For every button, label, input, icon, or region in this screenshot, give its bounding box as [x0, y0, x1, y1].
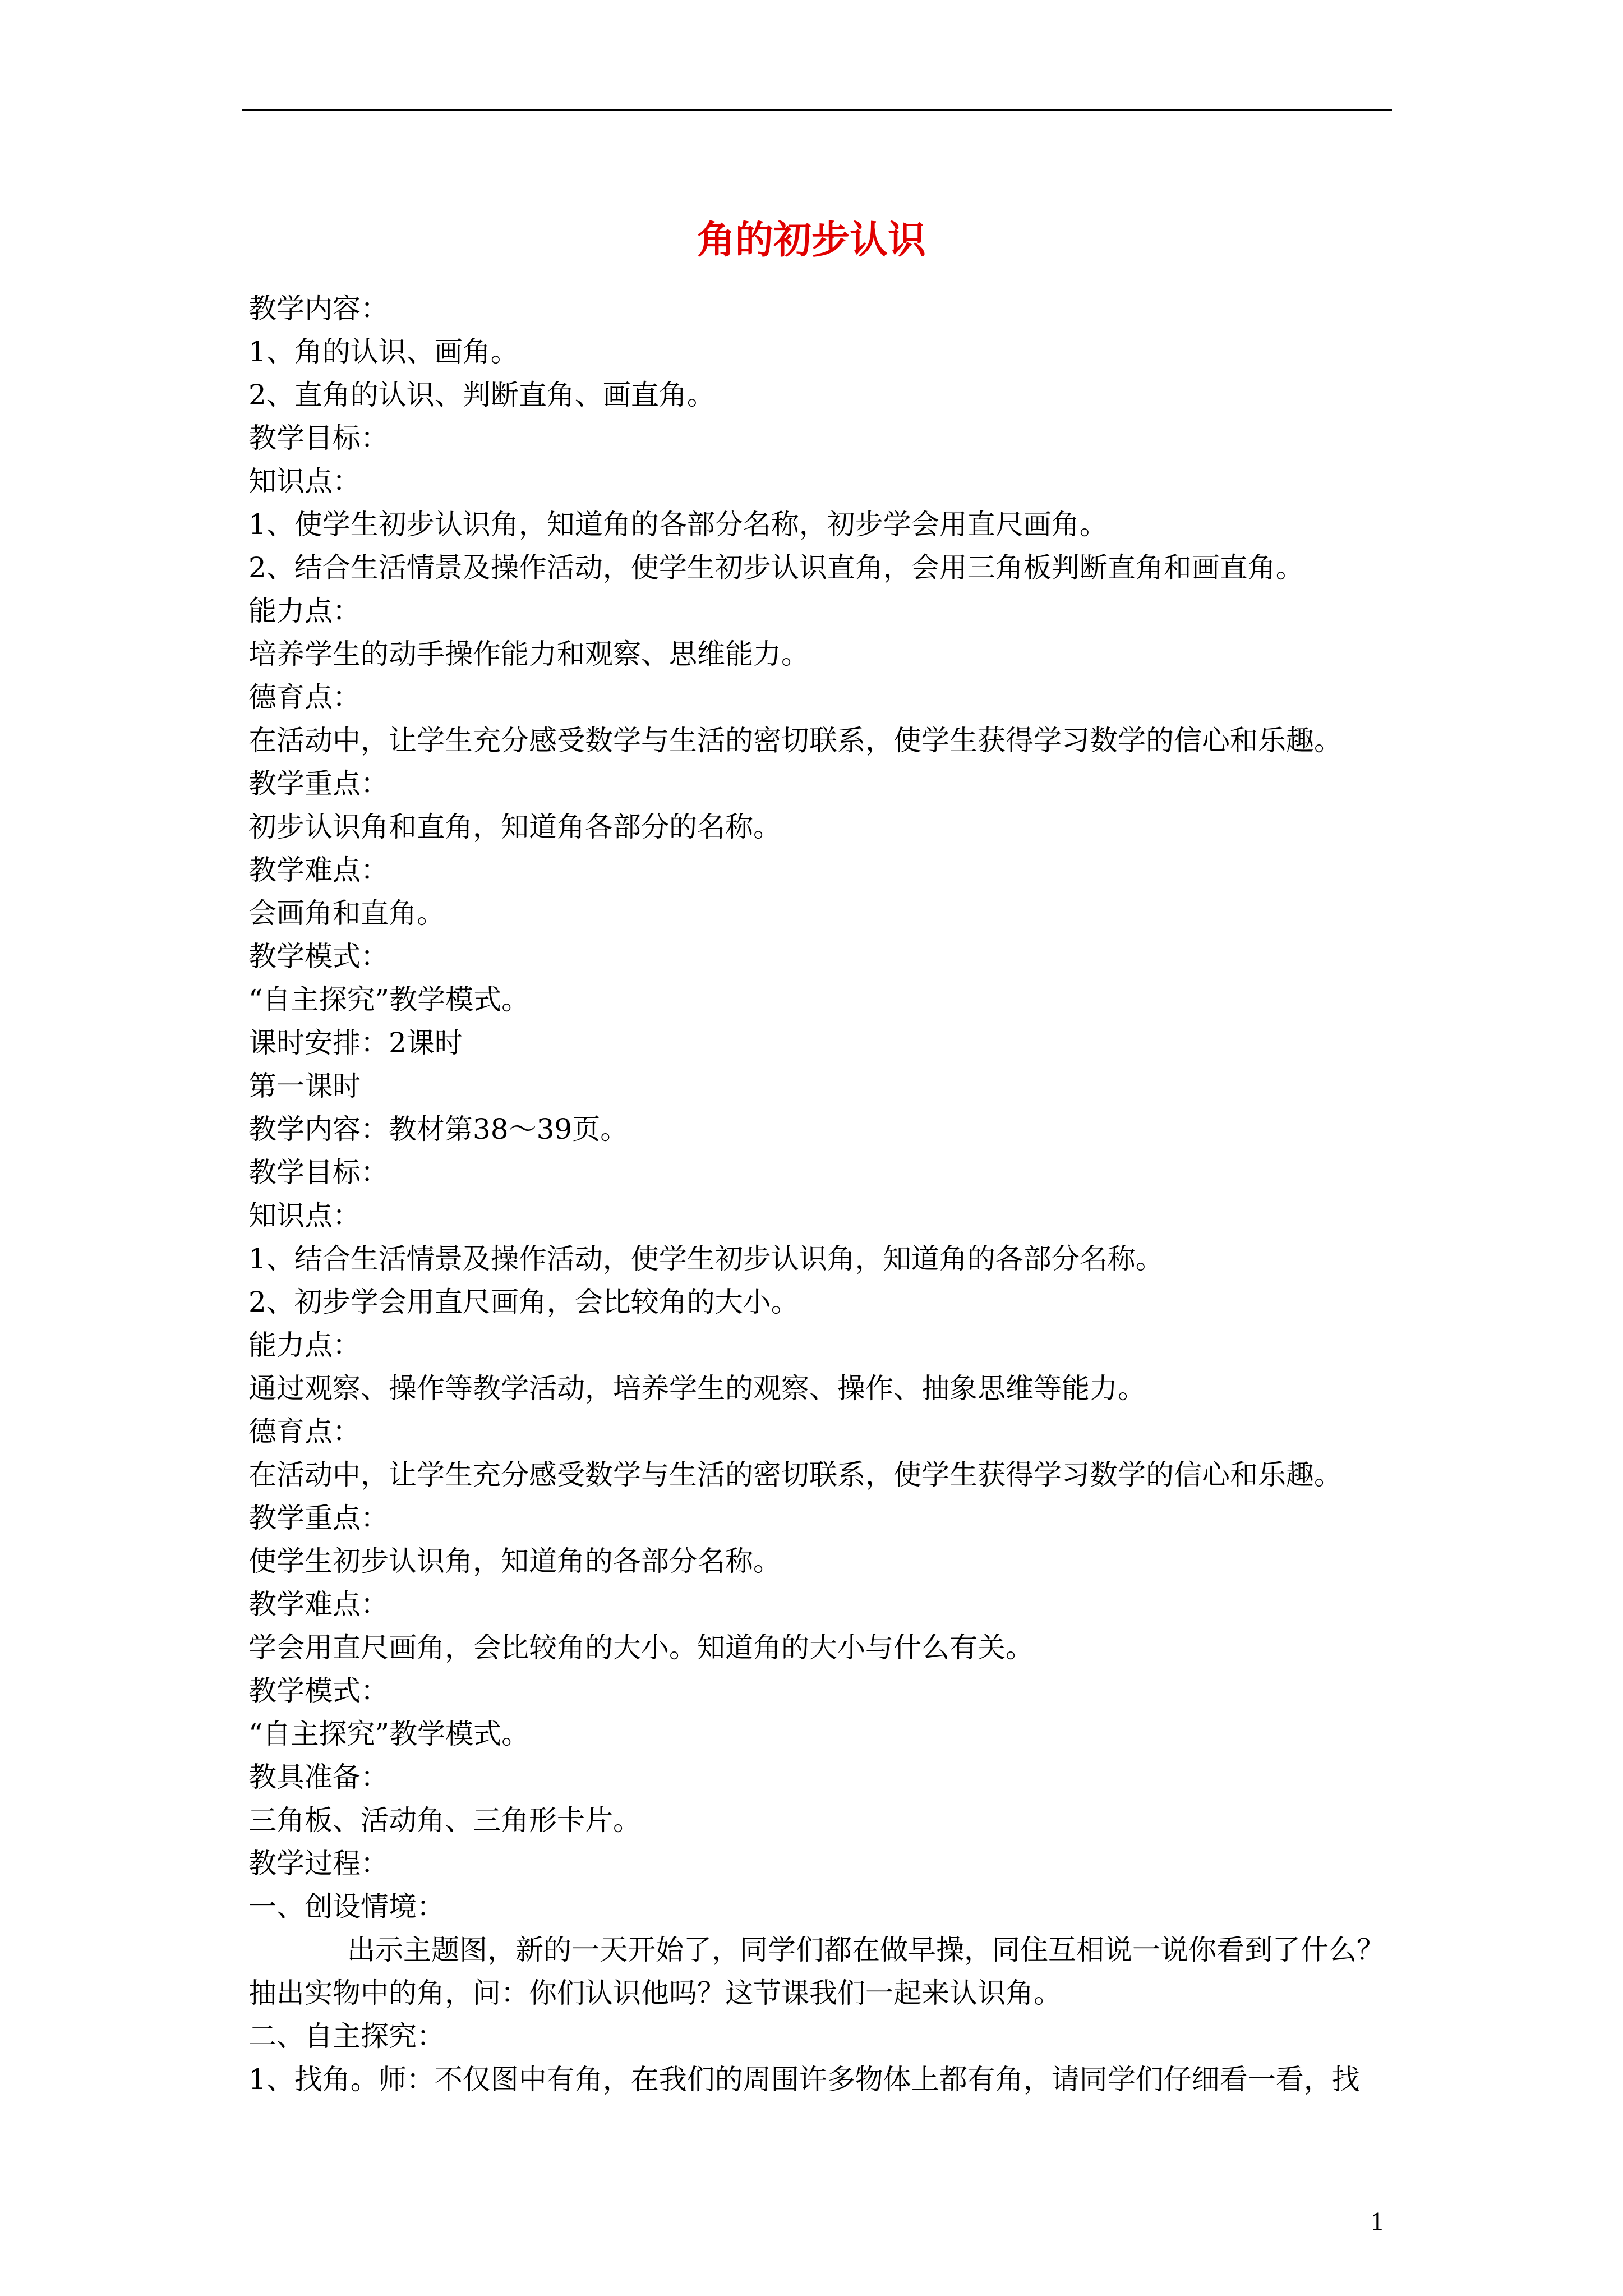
- text-line: 能力点：: [248, 1329, 361, 1361]
- text-line: 培养学生的动手操作能力和观察、思维能力。: [248, 638, 809, 670]
- text-line: 教学模式：: [248, 940, 389, 973]
- text-line: 会画角和直角。: [248, 897, 445, 930]
- document-title: 角的初步认识: [697, 218, 926, 263]
- text-line: 学会用直尺画角，会比较角的大小。知道角的大小与什么有关。: [248, 1631, 1034, 1664]
- text-line: 教学目标：: [248, 1156, 389, 1189]
- text-line: 在活动中，让学生充分感受数学与生活的密切联系，使学生获得学习数学的信心和乐趣。: [248, 1458, 1342, 1491]
- text-line: 教学目标：: [248, 422, 389, 454]
- text-line: 知识点：: [248, 1199, 361, 1232]
- text-line: 教学难点：: [248, 1588, 389, 1621]
- text-line: 教学重点：: [248, 1502, 389, 1534]
- text-line: 一、创设情境：: [248, 1890, 445, 1923]
- text-line: 教学内容：: [248, 292, 389, 325]
- document-body: [248, 287, 1393, 2101]
- text-line: 使学生初步认识角，知道角的各部分名称。: [248, 1545, 781, 1577]
- text-line: 通过观察、操作等教学活动，培养学生的观察、操作、抽象思维等能力。: [248, 1372, 1146, 1405]
- text-line: 德育点：: [248, 1415, 361, 1448]
- text-line: 2、结合生活情景及操作活动，使学生初步认识直角，会用三角板判断直角和画直角。: [248, 551, 1304, 584]
- text-line: 教具准备：: [248, 1761, 389, 1793]
- text-line: 第一课时: [248, 1070, 361, 1102]
- text-line: “自主探究”教学模式。: [248, 1718, 530, 1750]
- text-line: 1、结合生活情景及操作活动，使学生初步认识角，知道角的各部分名称。: [248, 1243, 1164, 1275]
- text-line: 教学重点：: [248, 767, 389, 800]
- text-line: “自主探究”教学模式。: [248, 983, 530, 1016]
- text-line: 1、使学生初步认识角，知道角的各部分名称，初步学会用直尺画角。: [248, 508, 1108, 541]
- text-line: 三角板、活动角、三角形卡片。: [248, 1804, 641, 1837]
- text-line: 二、自主探究：: [248, 2020, 445, 2053]
- text-line: 2、直角的认识、判断直角、画直角。: [248, 379, 715, 411]
- text-line: 教学难点：: [248, 854, 389, 886]
- text-line: 知识点：: [248, 465, 361, 498]
- text-line: 课时安排：2课时: [248, 1027, 463, 1059]
- text-line: 教学模式：: [248, 1674, 389, 1707]
- header-rule: [242, 109, 1392, 111]
- text-line: 能力点：: [248, 595, 361, 627]
- text-line: 在活动中，让学生充分感受数学与生活的密切联系，使学生获得学习数学的信心和乐趣。: [248, 724, 1342, 757]
- text-line: 教学过程：: [248, 1847, 389, 1880]
- text-line: 1、找角。师：不仅图中有角，在我们的周围许多物体上都有角，请同学们仔细看一看，找: [248, 2063, 1360, 2096]
- text-line: 2、初步学会用直尺画角，会比较角的大小。: [248, 1286, 799, 1318]
- text-line: 1、角的认识、画角。: [248, 335, 519, 368]
- text-line: 德育点：: [248, 681, 361, 714]
- page-number: 1: [1370, 2208, 1385, 2236]
- text-line: 教学内容：教材第38～39页。: [248, 1113, 629, 1145]
- text-line: 初步认识角和直角，知道角各部分的名称。: [248, 811, 781, 843]
- intro-paragraph: 出示主题图，新的一天开始了，同学们都在做早操，同住互相说一说你看到了什么？抽出实物中的角，问：你们认识他吗？这节课我们一起来认识角。: [248, 1934, 1385, 2009]
